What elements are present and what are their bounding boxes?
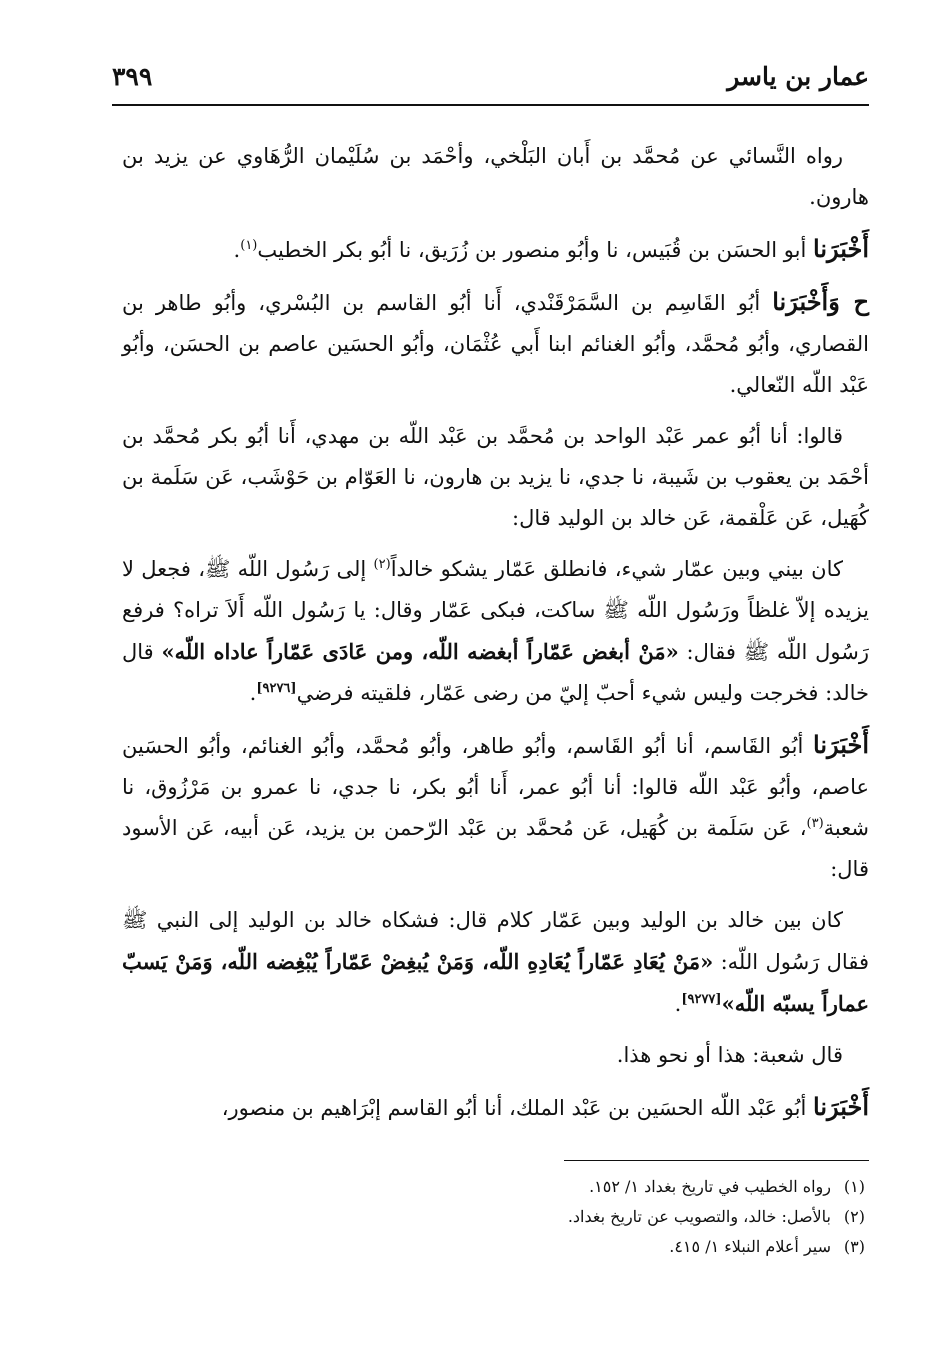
akhbarana-lead: أَخْبَرَنا [813,730,869,759]
paragraph-1: رواه النَّسائي عن مُحمَّد بن أَبان البَلْخي، وأحْمَد بن سُلَيْمان الرُّهَاوي عن يزيد بن هارون. [122,144,869,209]
akhbarana-lead: أَخْبَرَنا [813,234,869,263]
footnote-text: سير أعلام النبلاء ١/ ٤١٥. [669,1237,831,1256]
wa-akhbarana-lead: ح وَأَخْبَرَنا [772,287,869,316]
hadith-number: [٩٢٧٦] [256,681,297,696]
hadith-quote: «مَنْ يُعَادِ عَمّاراً يُعَادِهِ اللّه، وَمَنْ يُبغِضْ عَمّاراً يُبْغِضه اللّه، وَمَنْ يَسبّ عماراً يسبّه اللّه» [122,949,869,1016]
hadith-number: [٩٢٧٧] [681,992,722,1007]
header-rule [112,104,869,106]
footnote-2 [122,1202,865,1232]
paragraph-6: أَخْبَرَنا أبُو القَاسم، أنا أبُو القَاسم، وأبُو طاهر، وأبُو مُحمَّد، وأبُو الغنائم، وأبُو الحسَين عاصم، وأبُو عَبْد اللّه قالوا: أنا أبُو عمر، أَنا أبُو بكر، نا جدي، نا عمرو بن مَرْزُوق، نا شعبة$^{(٣)}$، عَن سَلَمة بن كُهَيل، عَن مُحمَّد بن عَبْد الرّحمن بن يزيد، عَن أبيه، عَن الأسود قال: [122,730,869,881]
paragraph-4: قالوا: أنا أبُو عمر عَبْد الواحد بن مُحمَّد بن عَبْد اللّه بن مهدي، أَنا أبُو بكر مُحمَّد بن أحْمَد بن يعقوب بن شَيبة، نا جدي، نا يزيد بن هارون، نا العَوّام بن حَوْشَب، عَن سَلَمة بن كُهَيل، عَن عَلْقمة، عَن خالد بن الوليد قال: [122,424,869,530]
paragraph-7: كان بين خالد بن الوليد وبين عَمّار كلام قال: فشكاه خالد بن الوليد إلى النبي ﷺ فقال رَسُول اللّه: «مَنْ يُعَادِ عَمّاراً يُعَادِهِ اللّه، وَمَنْ يُبغِضْ عَمّاراً يُبْغِضه اللّه، وَمَنْ يَسبّ عماراً يسبّه اللّه»[٩٢٧٧]. [122,908,869,1016]
footnote-ref-1: (١) [240,238,258,253]
footnote-text: رواه الخطيب في تاريخ بغداد ١/ ١٥٢. [589,1177,831,1196]
footnote-ref-3: (٣) [806,816,824,831]
footnote-number: (٣) [843,1237,865,1256]
page-header [112,58,869,98]
footnote-3 [122,1232,865,1262]
footnote-number: (١) [843,1177,865,1196]
footnotes [122,1172,865,1262]
paragraph-3: ح وَأَخْبَرَنا أبُو القَاسِم بن السَّمَرْقَنْدي، أَنا أبُو القاسم بن البُسْري، وأبُو طاهر بن القصاري، وأبُو مُحمَّد، وأبُو الغنائم ابنا أَبي عُثْمَان، وأبُو الحسَين عاصم بن الحسَن، وأبُو عَبْد اللّه النّعالي. [122,287,869,397]
paragraph-8: قال شعبة: هذا أو نحو هذا. [616,1043,843,1067]
paragraph-5: كان بيني وبين عمّار شيء، فانطلق عَمّار يشكو خالداً$^{(٢)}$ إلى رَسُول اللّه ﷺ، فجعل لا يزيده إلاّ غلظاً ورَسُول اللّه ﷺ ساكت، فبكى عَمّار وقال: يا رَسُول اللّه أَلاَ تراه؟ فرفع رَسُول اللّه ﷺ فقال: «مَنْ أبغض عَمّاراً أبغضه اللّه، ومن عَادَى عَمّاراً عاداه اللّه» قال خالد: فخرجت وليس شيء أحبّ إليّ من رضى عَمّار، فلقيته فرضي[٩٢٧٦]. [122,557,869,705]
hadith-quote: «مَنْ أبغض عَمّاراً أبغضه اللّه، ومن عَادَى عَمّاراً عاداه اللّه» [161,639,679,664]
running-title: عمار بن ياسر [727,62,869,91]
footnote-text: بالأصل: خالد، والتصويب عن تاريخ بغداد. [567,1207,831,1226]
paragraph-9: أَخْبَرَنا أبُو عَبْد اللّه الحسَين بن عَبْد الملك، أنا أبُو القاسم إبْرَاهيم بن منصور، [221,1092,869,1121]
page-number: ٣٩٩ [112,62,153,91]
paragraph-2: أَخْبَرَنا أبو الحسَن بن قُبَيس، نا وأبُو منصور بن زُرَيق، نا أبُو بكر الخطيب$^{(١)}$. [233,234,869,263]
akhbarana-lead: أَخْبَرَنا [813,1092,869,1121]
footnote-1 [122,1172,865,1202]
footnote-ref-2: (٢) [373,557,391,572]
footnote-rule [564,1160,869,1161]
main-text [122,136,869,1139]
footnote-number: (٢) [843,1207,865,1226]
